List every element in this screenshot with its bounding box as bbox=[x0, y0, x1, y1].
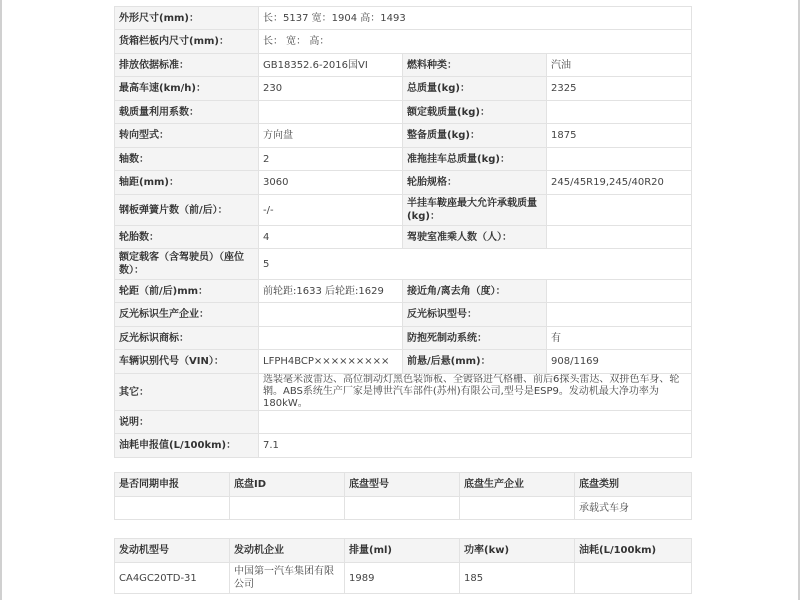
notes-value bbox=[259, 411, 692, 434]
chassis-cell-id bbox=[230, 497, 345, 520]
passengers-value: 5 bbox=[259, 249, 692, 280]
trailer-mass-label: 准拖挂车总质量(kg)： bbox=[403, 148, 547, 171]
steering-label: 转向型式： bbox=[115, 124, 259, 148]
load-util-label: 载质量利用系数： bbox=[115, 101, 259, 124]
engine-header-power: 功率(kw) bbox=[460, 539, 575, 563]
engine-header-maker: 发动机企业 bbox=[230, 539, 345, 563]
dimensions-label: 外形尺寸(mm)： bbox=[115, 7, 259, 30]
engine-cell-maker: 中国第一汽车集团有限公司 bbox=[230, 563, 345, 594]
reflector-brand-value bbox=[259, 327, 403, 350]
steering-value: 方向盘 bbox=[259, 124, 403, 148]
fuel-type-value: 汽油 bbox=[547, 54, 692, 77]
emission-std-value: GB18352.6-2016国VI bbox=[259, 54, 403, 77]
spec-row-cargo-dims bbox=[115, 30, 692, 54]
chassis-cell-type: 承载式车身 bbox=[575, 497, 692, 520]
chassis-header-id: 底盘ID bbox=[230, 473, 345, 497]
engine-data-row bbox=[115, 563, 692, 594]
spec-row-reflector bbox=[115, 303, 692, 327]
saddle-load-value bbox=[547, 195, 692, 226]
axles-label: 轴数： bbox=[115, 148, 259, 171]
spec-row-tires bbox=[115, 226, 692, 249]
left-page-edge bbox=[0, 0, 2, 600]
passengers-label: 额定载客（含驾驶员）（座位数）： bbox=[115, 249, 259, 280]
trailer-mass-value bbox=[547, 148, 692, 171]
vehicle-spec-table bbox=[114, 6, 692, 458]
overhang-label: 前悬/后悬(mm)： bbox=[403, 350, 547, 374]
axles-value: 2 bbox=[259, 148, 403, 171]
fuel-type-label: 燃料种类： bbox=[403, 54, 547, 77]
spec-row-brand bbox=[115, 327, 692, 350]
overhang-value: 908/1169 bbox=[547, 350, 692, 374]
other-label: 其它： bbox=[115, 374, 259, 411]
engine-cell-displacement: 1989 bbox=[345, 563, 460, 594]
track-label: 轮距（前/后)mm： bbox=[115, 280, 259, 303]
spec-row-emission bbox=[115, 54, 692, 77]
spec-row-springs bbox=[115, 195, 692, 226]
spec-row-notes bbox=[115, 411, 692, 434]
engine-cell-model: CA4GC20TD-31 bbox=[115, 563, 230, 594]
spec-row-passengers bbox=[115, 249, 692, 280]
spec-row-dimensions bbox=[115, 7, 692, 30]
other-value: 选装毫米波雷达、高位制动灯黑色装饰板、全镀铬进气格栅、前后6探头雷达、双拼色车身、轮辋。ABS系统生产厂家是博世汽车部件(苏州)有限公司,型号是ESP9。发动机最大净功率为180kW。 bbox=[259, 374, 692, 411]
tire-spec-value: 245/45R19,245/40R20 bbox=[547, 171, 692, 195]
tire-count-value: 4 bbox=[259, 226, 403, 249]
rated-load-value bbox=[547, 101, 692, 124]
cargo-dims-value: 长： 宽： 高： bbox=[259, 30, 692, 54]
wheelbase-value: 3060 bbox=[259, 171, 403, 195]
engine-cell-power: 185 bbox=[460, 563, 575, 594]
spec-row-other bbox=[115, 374, 692, 411]
chassis-cell-maker bbox=[460, 497, 575, 520]
reflector-model-label: 反光标识型号： bbox=[403, 303, 547, 327]
wheelbase-label: 轴距(mm)： bbox=[115, 171, 259, 195]
chassis-table bbox=[114, 472, 692, 520]
leaf-springs-label: 钢板弹簧片数（前/后）： bbox=[115, 195, 259, 226]
chassis-cell-sync bbox=[115, 497, 230, 520]
chassis-header-type: 底盘类别 bbox=[575, 473, 692, 497]
tire-count-label: 轮胎数： bbox=[115, 226, 259, 249]
chassis-header-row bbox=[115, 473, 692, 497]
vin-value: LFPH4BCP××××××××× bbox=[259, 350, 403, 374]
engine-header-row bbox=[115, 539, 692, 563]
engine-table bbox=[114, 538, 692, 594]
spec-row-vin bbox=[115, 350, 692, 374]
reflector-model-value bbox=[547, 303, 692, 327]
rated-load-label: 额定载质量(kg)： bbox=[403, 101, 547, 124]
curb-mass-label: 整备质量(kg)： bbox=[403, 124, 547, 148]
reflector-brand-label: 反光标识商标： bbox=[115, 327, 259, 350]
saddle-load-label: 半挂车鞍座最大允许承载质量(kg)： bbox=[403, 195, 547, 226]
cab-seats-label: 驾驶室准乘人数（人）： bbox=[403, 226, 547, 249]
engine-header-displacement: 排量(ml) bbox=[345, 539, 460, 563]
angles-label: 接近角/离去角（度）： bbox=[403, 280, 547, 303]
spec-row-steering bbox=[115, 124, 692, 148]
spec-row-fuel-report bbox=[115, 434, 692, 458]
reflector-co-label: 反光标识生产企业： bbox=[115, 303, 259, 327]
cab-seats-value bbox=[547, 226, 692, 249]
dimensions-value: 长：5137 宽：1904 高：1493 bbox=[259, 7, 692, 30]
tire-spec-label: 轮胎规格： bbox=[403, 171, 547, 195]
max-speed-value: 230 bbox=[259, 77, 403, 101]
spec-row-axles bbox=[115, 148, 692, 171]
engine-cell-fuel bbox=[575, 563, 692, 594]
abs-label: 防抱死制动系统： bbox=[403, 327, 547, 350]
emission-std-label: 排放依据标准： bbox=[115, 54, 259, 77]
load-util-value bbox=[259, 101, 403, 124]
cargo-dims-label: 货箱栏板内尺寸(mm)： bbox=[115, 30, 259, 54]
fuel-report-value: 7.1 bbox=[259, 434, 692, 458]
spec-row-wheelbase bbox=[115, 171, 692, 195]
vin-label: 车辆识别代号（VIN）： bbox=[115, 350, 259, 374]
notes-label: 说明： bbox=[115, 411, 259, 434]
fuel-report-label: 油耗申报值(L/100km)： bbox=[115, 434, 259, 458]
chassis-header-maker: 底盘生产企业 bbox=[460, 473, 575, 497]
chassis-header-sync: 是否同期申报 bbox=[115, 473, 230, 497]
curb-mass-value: 1875 bbox=[547, 124, 692, 148]
chassis-header-model: 底盘型号 bbox=[345, 473, 460, 497]
engine-header-fuel: 油耗(L/100km) bbox=[575, 539, 692, 563]
total-mass-label: 总质量(kg)： bbox=[403, 77, 547, 101]
total-mass-value: 2325 bbox=[547, 77, 692, 101]
engine-header-model: 发动机型号 bbox=[115, 539, 230, 563]
spec-row-load bbox=[115, 101, 692, 124]
chassis-cell-model bbox=[345, 497, 460, 520]
spec-row-speed bbox=[115, 77, 692, 101]
chassis-data-row bbox=[115, 497, 692, 520]
leaf-springs-value: -/- bbox=[259, 195, 403, 226]
track-value: 前轮距:1633 后轮距:1629 bbox=[259, 280, 403, 303]
reflector-co-value bbox=[259, 303, 403, 327]
angles-value bbox=[547, 280, 692, 303]
abs-value: 有 bbox=[547, 327, 692, 350]
spec-row-track bbox=[115, 280, 692, 303]
max-speed-label: 最高车速(km/h)： bbox=[115, 77, 259, 101]
